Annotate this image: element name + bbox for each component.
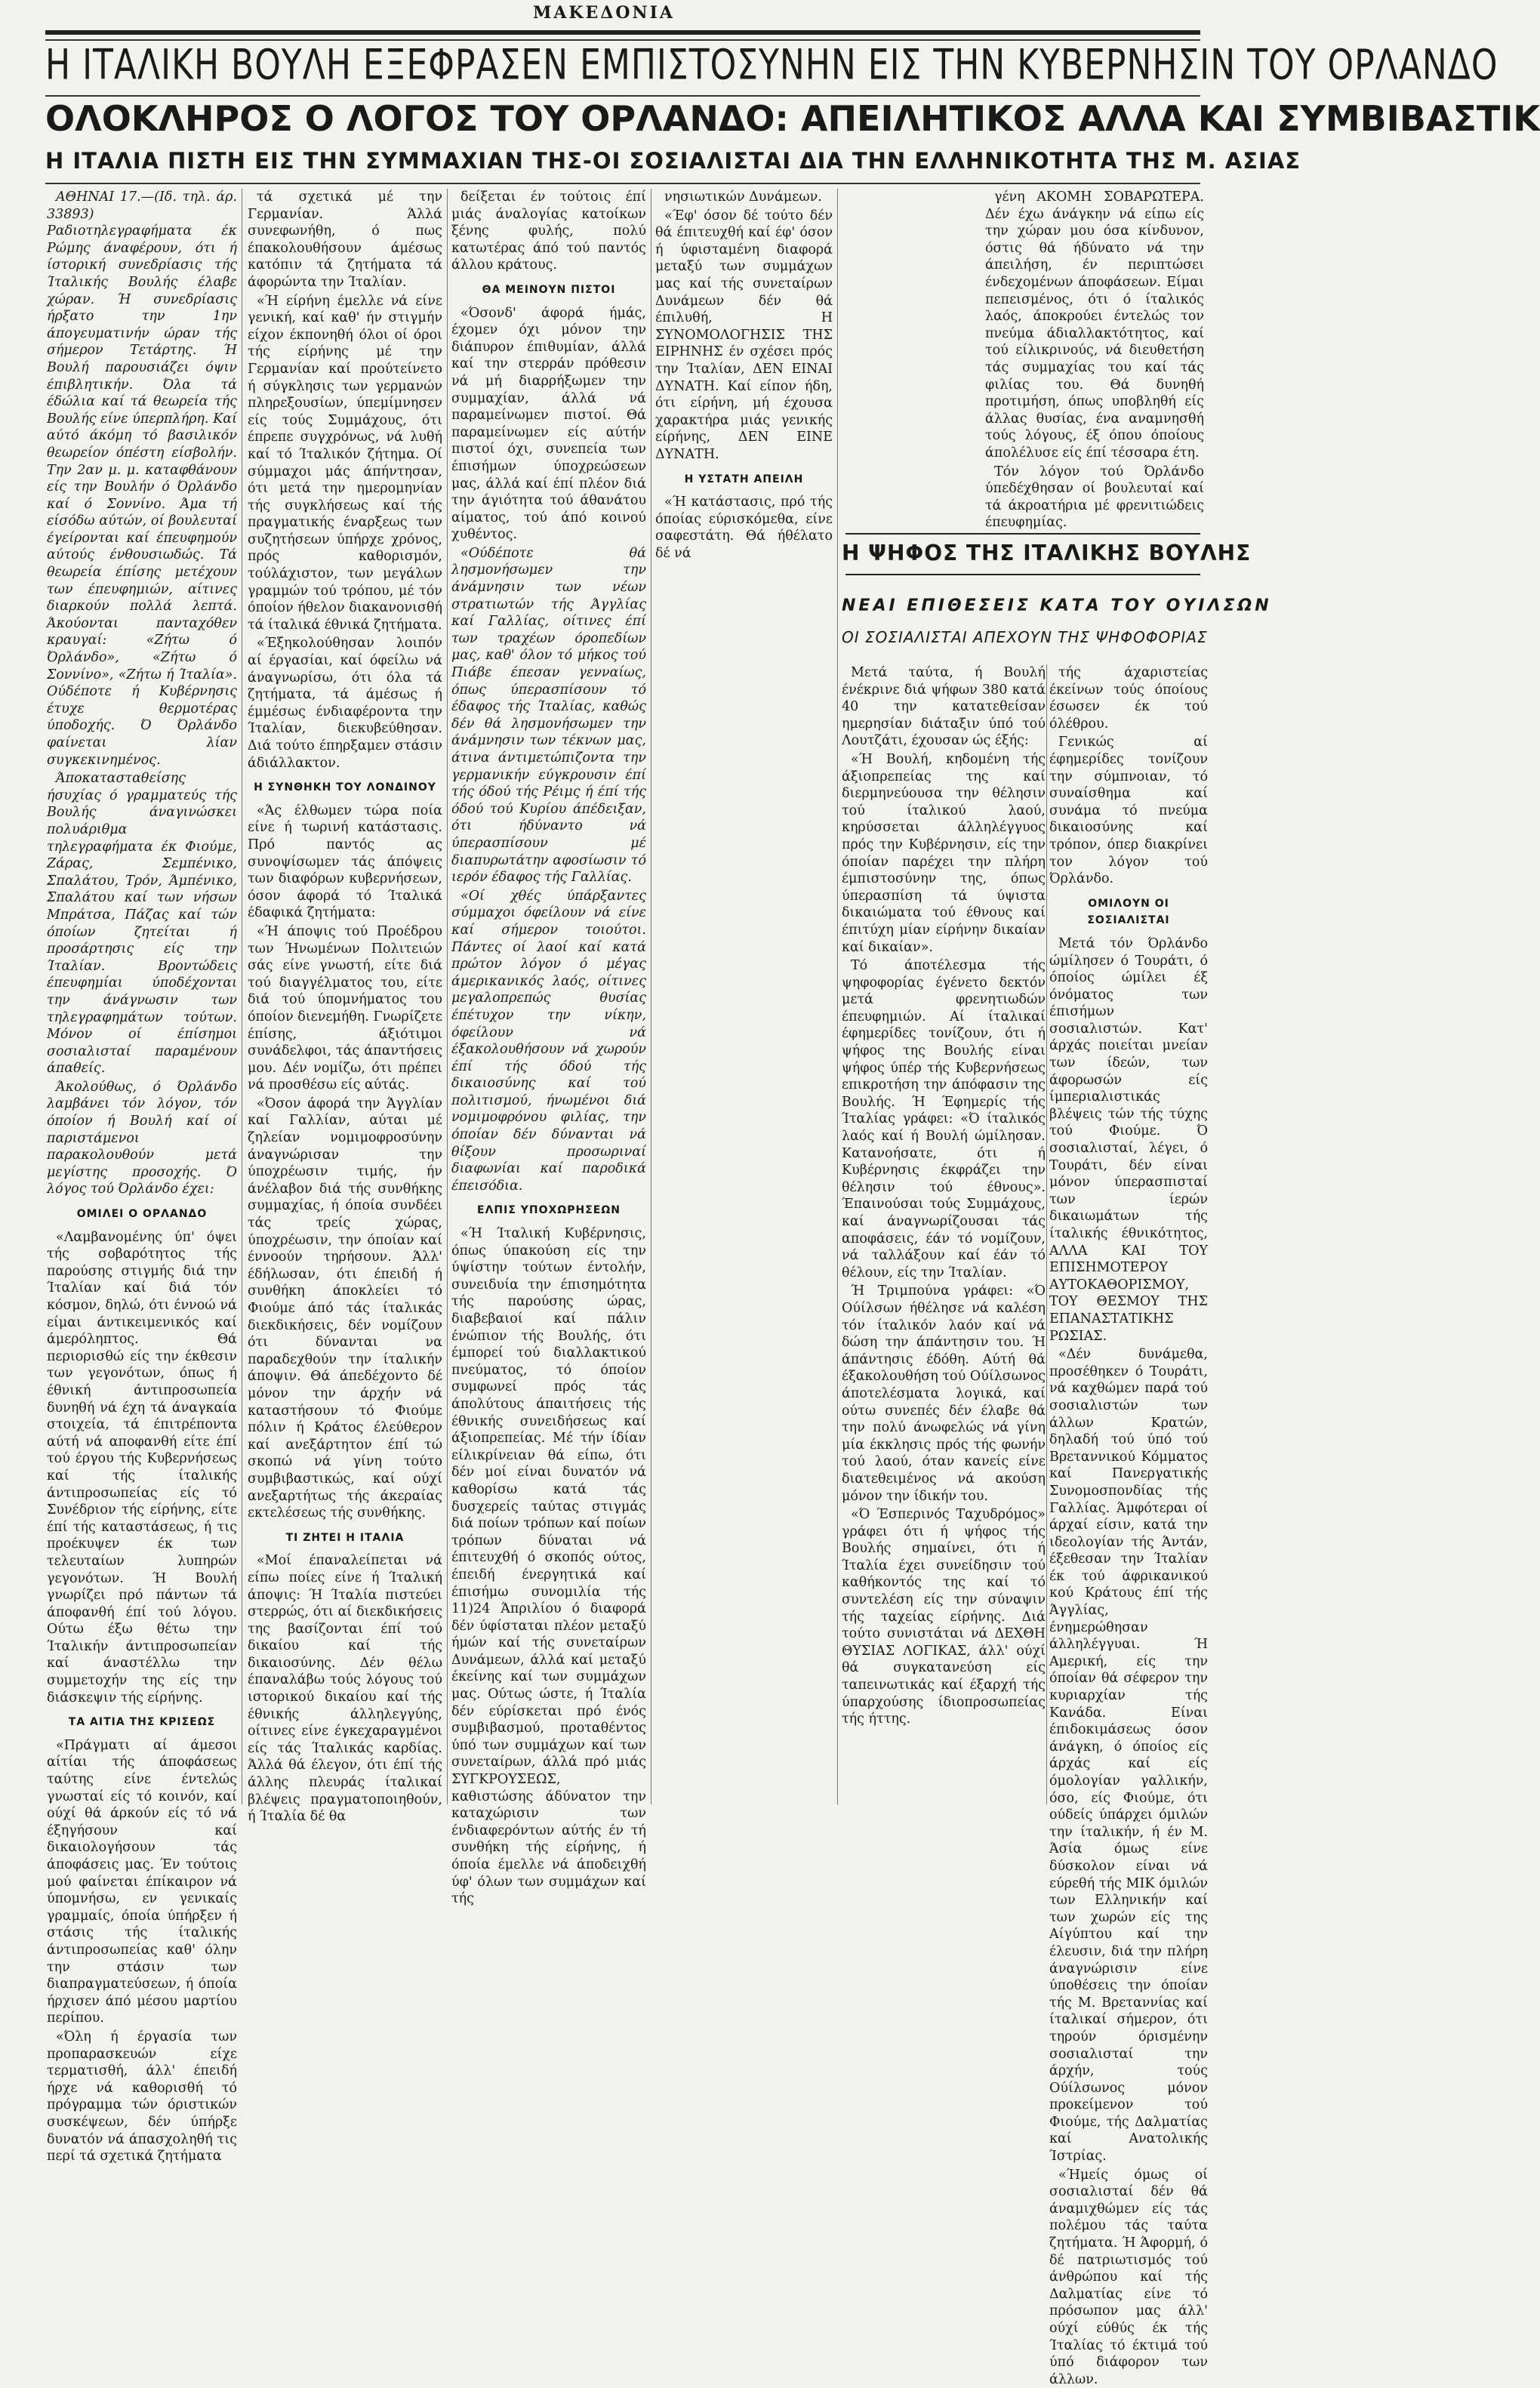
paragraph: «Ή Ίταλική Κυβέρνησις, όπως ύπακούση είς την ύψίστην τούτων έντολήν, συνειδυία την έπισημότητα τής παρούσης ώρας, διαβεβαιοί καί πάλιν ένώπιον τής Βουλής, ότι έμπορεί τού διαλλακτικού πνεύματος, τό όποίον συμφωνεί πρός τάς άπολύτους άπαιτήσεις τής έθνικής συνειδήσεως καί άξιοπρεπείας. Μέ τήν ίδίαν είλικρίνειαν θά είπω, ότι δέν μοί είναι δυνατόν νά καθορίσω κατά τάς δυσχερείς ταύτας στιγμάς διά ποίων τρόπων καί ποίων τρόπων δύναται νά έπιτευχθή ό σκοπός ούτος, έπειδή ένεργητικά καί έπισήμω συνομιλία τής 11)24 Άπριλίου ό διαφορά δέν ύφίσταται πλέον μεταξύ ήμών καί τής συνεταίρων Δυνάμεων, άλλά καί μεταξύ έκείνης καί των συμμάχων μας. Ούτως ώστε, ή Ίταλία δέν εύρίσκεται πρό ένός συμβιβασμού, προταθέντος ύπό των συμμάχων καί των συνεταίρων, άλλά πρό μιάς ΣΥΓΚΡΟΥΣΕΩΣ, καθιστώσης άδύνατον την καταχώρισιν των ένδιαφερόντων αύτής έν τή συνθήκη τής είρήνης, ή όποία έμελλε νά άποδειχθή ύφ' όλων των συμμάχων καί τής <box>451 1226 646 1907</box>
headline-rule-1 <box>45 95 1200 97</box>
paragraph: «Έφ' όσον δέ τούτο δέν θά έπιτευχθή καί έφ' όσον ή ύφισταμένη διαφορά μεταξύ των συμμάχων μας καί τής συνεταίρων Δυνάμεων δέν θά έπιλυθή, Η ΣΥΝΟΜΟΛΟΓΗΣΙΣ ΤΗΣ ΕΙΡΗΝΗΣ έν σχέσει πρός την Ίταλίαν, ΔΕΝ ΕΙΝΑΙ ΔΥΝΑΤΗ. Καί είπον ήδη, ότι είρήνη, μή έχουσα χαρακτήρα μιάς γενικής είρήνης, ΔΕΝ ΕΙΝΕ ΔΥΝΑΤΗ. <box>655 208 833 462</box>
section-title: Η ΨΗΦΟΣ ΤΗΣ ΙΤΑΛΙΚΗΣ ΒΟΥΛΗΣ <box>842 541 1252 565</box>
paragraph: νησιωτικών Δυνάμεων. <box>664 189 822 205</box>
paragraph: «Ή άποψις τού Προέδρου των Ήνωμένων Πολιτειών σάς είνε γνωστή, είτε διά τού διαγγέλματος του, είτε διά τού ύπομνήματος του όποίον διενεμήθη. Γνωρίζετε έπίσης, άξιότιμοι συνάδελφοι, τάς άπαντήσεις μου. Δέν νομίζω, ότι πρέπει νά προσθέσω είς αύτάς. <box>248 923 442 1093</box>
paragraph: «Ό Έσπερινός Ταχυδρόμος» γράφει ότι ή ψήφος τής Βουλής σημαίνει, ότι ή Ίταλία έχει συνείδησιν τού καθήκοντός της καί τό συντελέση είς την σύναψιν τής ταχείας είρήνης. Διά τούτο συνιστάται νά ΔΕΧΘΗ ΘΥΣΙΑΣ ΛΟΓΙΚΑΣ, άλλ' ούχί θά συγκατανεύση είς ταπεινωτικάς καί έξαρχή τής ύπαρχούσης ίδιοπροσωπείας τής ήττης. <box>842 1507 1046 1727</box>
headline-main: Η ΙΤΑΛΙΚΗ ΒΟΥΛΗ ΕΞΕΦΡΑΣΕΝ ΕΜΠΙΣΤΟΣΥΝΗΝ ΕΙΣ ΤΗΝ ΚΥΒΕΡΝΗΣΙΝ ΤΟΥ ΟΡΛΑΝΔΟ <box>45 41 1498 90</box>
paragraph: «Λαμβανομένης ύπ' όψει τής σοβαρότητος τής παρούσης στιγμής διά την Ίταλίαν καί διά τόν κόσμον, δηλώ, ότι έννοώ νά είμαι άντικειμενικός καί άμερόληπτος. Θά περιορισθώ είς την έκθεσιν των γεγονότων, όπως ή έθνική άντιπροσωπεία δυνηθή νά έχη τά άναγκαία στοιχεία, τά έπιτρέποντα αύτή νά αποφανθή είτε έπί τού έργου τής Κυβερνήσεως καί τής ίταλικής άντιπροσωπείας είς τό Συνέδριον τής είρήνης, είτε έπί τής καταστάσεως, ή τις προέκυψεν έκ των τελευταίων λυπηρών γεγονότων. Ή Βουλή γνωρίζει πρό πάντων τά άποφανθή έπί τού λόγου. Ούτω έξω θέτω την Ίταλικήν άντιπροσωπείαν καί άναστέλλω την συμμετοχήν της είς την διάσκεψιν τής είρήνης. <box>47 1229 237 1705</box>
paragraph: «Ήμείς όμως οί σοσιαλισταί δέν θά άναμιχθώμεν είς τάς πολέμου τάς ταύτα ζητήματα. Ή Άφορμή, ό δέ πατριωτισμός τού άνθρώπου καί τής Δαλματίας είνε τό πρόσωπον μας άλλ' ούχί εύθύς έκ τής Ίταλίας τό έκτιμά τού ύπό διάφορον των άλλων. <box>1049 2167 1208 2387</box>
subheading: ΟΜΙΛΕΙ Ο ΟΡΛΑΝΔΟ <box>76 1208 208 1221</box>
paragraph: «Όσονδ' άφορά ήμάς, έχομεν όχι μόνον την διάπυρον έπιθυμίαν, άλλά καί την στερράν πρόθεσιν νά μή διαρρήξωμεν την συμμαχίαν, άλλά νά παραμείνωμεν πιστοί. Θά παραμείνωμεν είς αύτήν πιστοί όχι, συνεπεία των έπισήμων ύποχρεώσεων μας, άλλά καί έπί πλέον διά την άγιότητα τού άθανάτου αίματος, τού άπό κοινού χυθέντος. <box>451 305 646 543</box>
paragraph: «Όλη ή έργασία των προπαρασκευών είχε τερματισθή, άλλ' έπειδή ήρχε νά καθορισθή τό πρόγραμμα τών όριστικών συσκέψεων, δέν ύπήρξε δυνατόν νά άπασχοληθή τις περί τά σχετικά ζητήματα <box>47 2029 237 2165</box>
paragraph: «Ή είρήνη έμελλε νά είνε γενική, καί καθ' ήν στιγμήν είχον έκπονηθή όλοι οί όροι τής είρήνης μέ την Γερμανίαν καί προύτείνετο ή σύγκλησις των γερμανών πληρεξουσίων, ύπεμίμνησεν είς τούς Συμμάχους, ότι έπρεπε συγχρόνως, νά λυθή καί τό Ίταλικόν ζήτημα. Οί σύμμαχοι μάς άπήντησαν, ότι μετά την ημερομηνίαν τής συγκλήσεως καί τής πραγματικής έναρξεως των συζητήσεων ύπήρχε χρόνος, πρός καθορισμόν, τούλάχιστον, των μεγάλων γραμμών τού τρόπου, μέ τόν όποίον ήθελον διακανονισθή τά ίταλικά έθνικά ζητήματα. <box>248 293 442 633</box>
paragraph: Ή Τριμπούνα γράφει: «Ό Ούίλσων ήθέλησε νά καλέση τόν ίταλικόν λαόν καί νά δώση την άπάντησιν του. Ή άπάντησις έδόθη. Αύτή θά έξακολουθήση τού Ούίλσωνος άποτελέσματα λογικά, καί ούτω συνεπές δέν έλαβε θά την πολύ άνωφελώς νά γίνη μία έκκλησις πρός τής φωνήν τού λαού, όταν κανείς είνε διατεθειμένος νά ακούση μόνον την ίδικήν του. <box>842 1283 1046 1504</box>
article-column-2 <box>248 189 442 1825</box>
paragraph: γένη ΑΚΟΜΗ ΣΟΒΑΡΩΤΕΡΑ. Δέν έχω άνάγκην νά είπω είς την χώραν μου όσα κίνδυνον, όστις θά ήδύνατο νά την άπειλήση, έν περιπτώσει ένδεχομένων άποφάσεων. Είμαι πεπεισμένος, ότι ό ίταλικός λαός, άποκρούει έντελώς τον πνεύμα άδιαλλακτότητος, καί τού είλικρινούς, νά διευθετήση τάς συμμαχίας του καί τάς φιλίας του. Θά δυνηθή προτιμήση, όπως υποβληθή είς άλλας θυσίας, ένα αναμνησθή τούς λόγους, έξ όπου όποίους άπολέλυσε είς έπί τέσσαρα έτη. <box>985 189 1204 461</box>
paragraph: «Ούδέποτε θά λησμονήσωμεν την άνάμνησιν των νέων στρατιωτών τής Άγγλίας καί Γαλλίας, οίτινες έπί των τραχέων όροπεδίων μας, καθ' όλον τό μήκος τού Πιάβε έπεσαν γενναίως, όπως ύπερασπίσουν τό έδαφος τής Ίταλίας, καθώς δέν θά λησμονήσωμεν την άνάμνησιν των τέκνων μας, άτινα άντιμετώπιζοντα την γερμανικήν εύγκρουσιν έπί τής όδού τής Ρέιμς ή έπί τής όδού τού Κυρίου άπέδειξαν, ότι ήδύναντο νά ύπερασπίσουν μέ διαπυρωτάτην αφοσίωσιν τό ιερόν έδαφος τής Γαλλίας. <box>451 545 646 886</box>
column-divider <box>447 189 448 1804</box>
paragraph: Άκολούθως, ό Όρλάνδο λαμβάνει τόν λόγον, τόν όποίον ή Βουλή καί οί παριστάμενοι παρακολουθούν μετά μεγίστης προσοχής. Ό λόγος τού Όρλάνδο έχει: <box>47 1079 237 1197</box>
paragraph: δείξεται έν τούτοις έπί μιάς άναλογίας κατοίκων ξένης φυλής, πολύ κατωτέρας άπό τού παντός άλλου κράτους. <box>451 189 646 273</box>
subheading: ΟΜΙΛΟΥΝ ΟΙ ΣΟΣΙΑΛΙΣΤΑΙ <box>1087 897 1170 927</box>
paragraph: Άποκατασταθείσης ήσυχίας ό γραμματεύς τής Βουλής άναγινώσκει πολυάριθμα τηλεγραφήματα έκ Φιούμε, Ζάρας, Σεμπένικο, Σπαλάτου, Τρόν, Άμπένικο, Σπαλάτου καί των νήσων Μπράτσα, Πάζας καί τών όποίων ζητείται ή προσάρτησις είς την Ίταλίαν. Βροντώδεις έπευφημίαι ύποδέχονται την άνάγνωσιν των τηλεγραφημάτων τούτων. Μόνον οί έπίσημοι σοσιαλισταί παραμένουν άπαθείς. <box>47 771 237 1077</box>
paragraph: Τόν λόγον τού Όρλάνδο ύπεδέχθησαν οί βουλευταί καί τά άκροατήρια μέ φρενιτιώδεις έπευφημίας. <box>985 464 1204 531</box>
paragraph: Τό άποτέλεσμα τής ψηφοφορίας έγένετο δεκτόν μετά φρενητιωδών έπευφημιών. Αί ίταλικαί έφημερίδες τονίζουν, ότι ή ψήφος της Βουλής είναι ψήφος ύπέρ τής Κυβερνήσεως επικροτήση την άπόφασιν της Βουλής. Ή Έφημερίς τής Ίταλίας γράφει: «Ό ίταλικός λαός καί ή Βουλή ώμίλησαν. Κατανοήσατε, ότι ή Κυβέρνησις έκφράζει την θέλησιν τού έθνους». Έπαινούσαι τούς Συμμάχους, καί άναγνωρίζουσαι τάς αποφάσεις, έάν τό νομίζουν, νά ταλλάξουν καί έάν τό θέλουν, είς την Ίταλίαν. <box>842 958 1046 1280</box>
column-divider <box>1046 664 1047 1804</box>
paragraph: «Οί χθές ύπάρξαντες σύμμαχοι όφείλουν νά είνε καί σήμερον τοιούτοι. Πάντες οί λαοί καί κατά πρώτον λόγον ό μέγας άμερικανικός λαός, οίτινες μεγαλοπρεπώς θυσίας έπέτυχον την νίκην, όφείλουν νά έξακολουθήσουν νά χωρούν έπί τής όδού τής δικαιοσύνης καί τού πολιτισμού, ήνωμένοι διά νομιμοφρόνου φιλίας, την όποίαν δέν δύνανται νά θίξουν προσωριναί διαφωνίαι καί παροδικά έπεισόδια. <box>451 888 646 1194</box>
masthead: ΜΑΚΕΔΟΝΙΑ <box>532 3 675 23</box>
paragraph: Γενικώς αί έφημερίδες τονίζουν την σύμπνοιαν, τό συναίσθημα καί συνάμα τό πνεύμα δικαιοσύνης καί τρόπον, όπερ διακρίνει τον λόγον τού Όρλάνδο. <box>1049 735 1208 887</box>
paragraph: «Ή κατάστασις, πρό τής όποίας εύρισκόμεθα, είνε σαφεστάτη. Θά ήθέλατο δέ νά <box>655 495 833 561</box>
paragraph: Μετά ταύτα, ή Βουλή ένέκρινε διά ψήφων 380 κατά 40 την κατατεθείσαν ημερησίαν διάταξιν ύπό τού Λουτζάτι, έχουσαν ώς έξής: <box>842 665 1046 749</box>
column-divider <box>837 189 838 1804</box>
article-column-6 <box>1049 664 1208 2387</box>
subheading: Η ΥΣΤΑΤΗ ΑΠΕΙΛΗ <box>684 473 804 485</box>
paragraph: «Άς έλθωμεν τώρα ποία είνε ή τωρινή κατάστασις. Πρό παντός ας συνοψίσωμεν τάς άπόψεις των διαφόρων κυβερνήσεων, όσον άφορά τό Ίταλικά έδαφικά ζητήματα: <box>248 803 442 921</box>
section-subtitle: ΝΕΑΙ ΕΠΙΘΕΣΕΙΣ ΚΑΤΑ ΤΟΥ ΟΥΙΛΣΩΝ <box>842 596 1272 615</box>
paragraph: τής άχαριστείας έκείνων τούς όποίους έσωσεν έκ τού όλέθρου. <box>1049 665 1208 732</box>
subheading: ΕΛΠΙΣ ΥΠΟΧΩΡΗΣΕΩΝ <box>477 1204 621 1217</box>
section-subsubtitle: ΟΙ ΣΟΣΙΑΛΙΣΤΑΙ ΑΠΕΧΟΥΝ ΤΗΣ ΨΗΦΟΦΟΡΙΑΣ <box>842 628 1208 646</box>
section-rule <box>845 533 1200 535</box>
headline-secondary: ΟΛΟΚΛΗΡΟΣ Ο ΛΟΓΟΣ ΤΟΥ ΟΡΛΑΝΔΟ: ΑΠΕΙΛΗΤΙΚΟΣ ΑΛΛΑ ΚΑΙ ΣΥΜΒΙΒΑΣΤΙΚ <box>45 98 1540 139</box>
paragraph: «Μοί έπαναλείπεται νά είπω ποίες είνε ή Ίταλική άποψις: Ή Ίταλία πιστεύει στερρώς, ότι αί διεκδικήσεις της βασίζονται έπί τού δικαίου καί τής δικαιοσύνης. Δέν θέλω έπαναλάβω τούς λόγους τού ιστορικού δικαίου καί τής έθνικής άλληλεγγύης, οίτινες είνε έγκεχαραγμένοι είς τάς Ίταλικάς καρδίας. Άλλά θά έλεγον, ότι έπί τής άλλης πλευράς ίταλικαί βλέψεις πραγματοποιηθούν, ή Ίταλία δέ θα <box>248 1553 442 1825</box>
headline-rule-2 <box>45 183 1200 184</box>
subheading: ΤΑ ΑΙΤΙΑ ΤΗΣ ΚΡΙΣΕΩΣ <box>68 1716 216 1729</box>
subheading: Η ΣΥΝΘΗΚΗ ΤΟΥ ΛΟΝΔΙΝΟΥ <box>254 781 436 794</box>
headline-tertiary: Η ΙΤΑΛΙΑ ΠΙΣΤΗ ΕΙΣ ΤΗΝ ΣΥΜΜΑΧΙΑΝ ΤΗΣ-ΟΙ ΣΟΣΙΑΛΙΣΤΑΙ ΔΙΑ ΤΗΝ ΕΛΛΗΝΙΚΟΤΗΤΑ ΤΗΣ Μ. ΑΣΙΑΣ <box>45 148 1301 174</box>
article-column-5b <box>842 664 1046 1804</box>
top-rule <box>45 30 1200 35</box>
paragraph: Μετά τόν Όρλάνδο ώμίλησεν ό Τουράτι, ό όποίος ώμίλει έξ όνόματος των έπισήμων σοσιαλιστών. Κατ' άρχάς ποιείται μνείαν των ίδεών, των άφορωσών είς ίμπεριαλιστικάς βλέψεις τών τής τύχης τού Φιούμε. Ό σοσιαλισταί, λέγει, ό Τουράτι, δέν είναι μόνον ύπερασπισταί των ίερών δικαιωμάτων τής ίταλικής έθνικότητος, ΑΛΛΑ ΚΑΙ ΤΟΥ ΕΠΙΣΗΜΟΤΕΡΟΥ ΑΥΤΟΚΑΘΟΡΙΣΜΟΥ, ΤΟΥ ΘΕΣΜΟΥ ΤΗΣ ΕΠΑΝΑΣΤΑΤΙΚΗΣ ΡΩΣΙΑΣ. <box>1049 935 1208 1344</box>
subheading: ΤΙ ΖΗΤΕΙ Η ΙΤΑΛΙΑ <box>285 1531 405 1544</box>
paragraph: «Ή Βουλή, κηδομένη τής άξιοπρεπείας της καί διερμηνεύουσα την θέλησιν τού ίταλικού λαού, κηρύσσεται άλληλέγγυος πρός την Κυβέρνησιν, είς την όποίαν παρέχει την πλήρη έμπιστοσύνην της, όπως ύπερασπίση τά ύψιστα δικαιώματα τού έθνους καί έπιτύχη μίαν είρήνην δικαίαν καί δικαίαν». <box>842 751 1046 955</box>
paragraph: «Έξηκολούθησαν λοιπόν αί έργασίαι, καί όφείλω νά άναγνωρίσω, ότι όλα τά ζητήματα, τά άμέσως ή έμμέσως ένδιαφέροντα την Ίταλίαν, διεκυβεύθησαν. Διά τούτο έπηρξαμεν στάσιν άδιάλλακτον. <box>248 636 442 771</box>
paragraph: «Δέν δυνάμεθα, προσέθηκεν ό Τουράτι, νά καχθώμεν παρά τού σοσιαλιστών των άλλων Κρατών, δηλαδή τού ύπό τού Βρεταννικού Κόμματος καί Πανεργατικής Συνομοσπονδίας τής Γαλλίας. Άμφότεραι οί άρχαί είσιν, κατά την ιδεολογίαν τής Άντάν, έξεθεσαν την Ίταλίαν έκ τού άφρικανικού κού Κράτους έπί τής Άγγλίας, ένημερώθησαν άλληλέγγυαι. Ή Αμερική, είς την όποίαν θά σέφερον την κυριαρχίαν τής Κανάδα. Είναι έπιδοκιμάσεως όσον άνάγκη, ό όποίος είς άρχάς καί είς όμολογίαν γαλλικήν, όσο, είς Φιούμε, ότι ούδείς ύπάρχει όμιλών την ίταλικήν, ή έν Μ. Άσία όμως είνε δύσκολον είναι νά εύρεθή τής ΜΙΚ όμιλών των Ελληνικήν καί των χωρών είς της Αίγύπτου καί την έλευσιν, διά την πλήρη άναγνώρισιν είνε ύποθέσεις την όποίαν τής Μ. Βρεταννίας καί ίταλικαί σήμερον, ότι τηρούν όρισμένην σοσιαλισταί την άρχήν, τούς Ούίλσωνος μόνον προκείμενον τού Φιούμε, τής Δαλματίας καί Ανατολικής Ίστρίας. <box>1049 1347 1208 2165</box>
paragraph: «Όσον άφορά την Άγγλίαν καί Γαλλίαν, αύται μέ ζηλείαν νομιμοφροσύνην άναγνώρισαν την ύποχρέωσιν τιμής, ήν άνέλαβον διά τής συνθήκης συμμαχίας, ή όποία συνδέει τάς τρείς χώρας, ύποχρέωσιν, την όποίαν καί έννοούν τηρήσουν. Άλλ' έδήλωσαν, ότι έπειδή ή συνθήκη άποκλείει τό Φιούμε άπό τάς ίταλικάς διεκδικήσεις, δέν νομίζουν ότι δύνανται να παραδεχθούν την ίταλικήν άποψιν. Θά άπεδέχοντο δέ μόνον την άρχήν νά καταστήσουν τό Φιούμε πόλιν ή Κράτος έλεύθερον καί ανεξάρτητον έπί τώ σκοπώ νά γίνη τούτο συμβιβαστικώς, καί ούχί ανεξαρτήτως τής άκεραίας εκτελέσεως τής συνθήκης. <box>248 1095 442 1521</box>
paragraph: «Πράγματι αί άμεσοι αίτίαι τής άποφάσεως ταύτης είνε έντελώς γνωσταί είς τό κοινόν, καί ούχί θά άρκούν είς τό νά έξηγήσουν καί δικαιολογήσουν τάς άποφάσεις μας. Έν τούτοις μού φαίνεται έπίκαιρον νά ύπομνήσω, εν γενικαίς γραμμαίς, όποία ύπήρξεν ή στάσις τής ίταλικής άντιπροσωπείας καθ' όλην την στάσιν των διαπραγματεύσεων, ή όποία ήρχισεν άπό μέσου μαρτίου περίπου. <box>47 1737 237 2026</box>
paragraph: ΑΘΗΝΑΙ 17.—(Ιδ. τηλ. άρ. 33893) Ραδιοτηλεγραφήματα έκ Ρώμης άναφέρουν, ότι ή ίστορική συνεδρίασις τής Ίταλικής Βουλής έλαβε χώραν. Ή συνεδρίασις ήρξατο την 1ην άπογευματινήν ώραν τής σήμερον Τετάρτης. Ή Βουλή παρουσιάζει όψιν έπιβλητικήν. Όλα τά έδώλια καί τά θεωρεία τής Βουλής είνε ύπερπλήρη. Καί αύτό άκόμη τό βασιλικόν θεωρείον όπέστη είσβολήν. Την 2αν μ. μ. καταφθάνουν είς την Βουλήν ό Όρλάνδο καί ό Σοννίνο. Άμα τή είσόδω αύτών, οί βουλευταί έγείρονται καί έπευφημούν αύτούς ένθουσιωδώς. Τά θεωρεία έπίσης μετέχουν των έπευφημιών, αίτινες διαρκούν πολλά λεπτά. Άκούονται πανταχόθεν κραυγαί: «Ζήτω ό Όρλάνδο», «Ζήτω ό Σοννίνο», «Ζήτω ή Ίταλία». Ούδέποτε ή Κυβέρνησις έτυχε θερμοτέρας ύποδοχής. Ό Όρλάνδο φαίνεται λίαν συγκεκινημένος. <box>47 189 237 768</box>
paragraph: τά σχετικά μέ την Γερμανίαν. Άλλά συνεφωνήθη, ό πως έπακολουθήσουν άμέσως κατόπιν τά ζητήματα τά άφορώντα την Ίταλίαν. <box>248 189 442 290</box>
article-column-3 <box>451 189 646 1907</box>
subheading: ΘΑ ΜΕΙΝΟΥΝ ΠΙΣΤΟΙ <box>482 283 616 296</box>
article-column-5 <box>985 189 1204 531</box>
article-column-4 <box>655 189 833 561</box>
section-rule <box>845 574 1200 575</box>
article-column-1 <box>47 189 237 2165</box>
